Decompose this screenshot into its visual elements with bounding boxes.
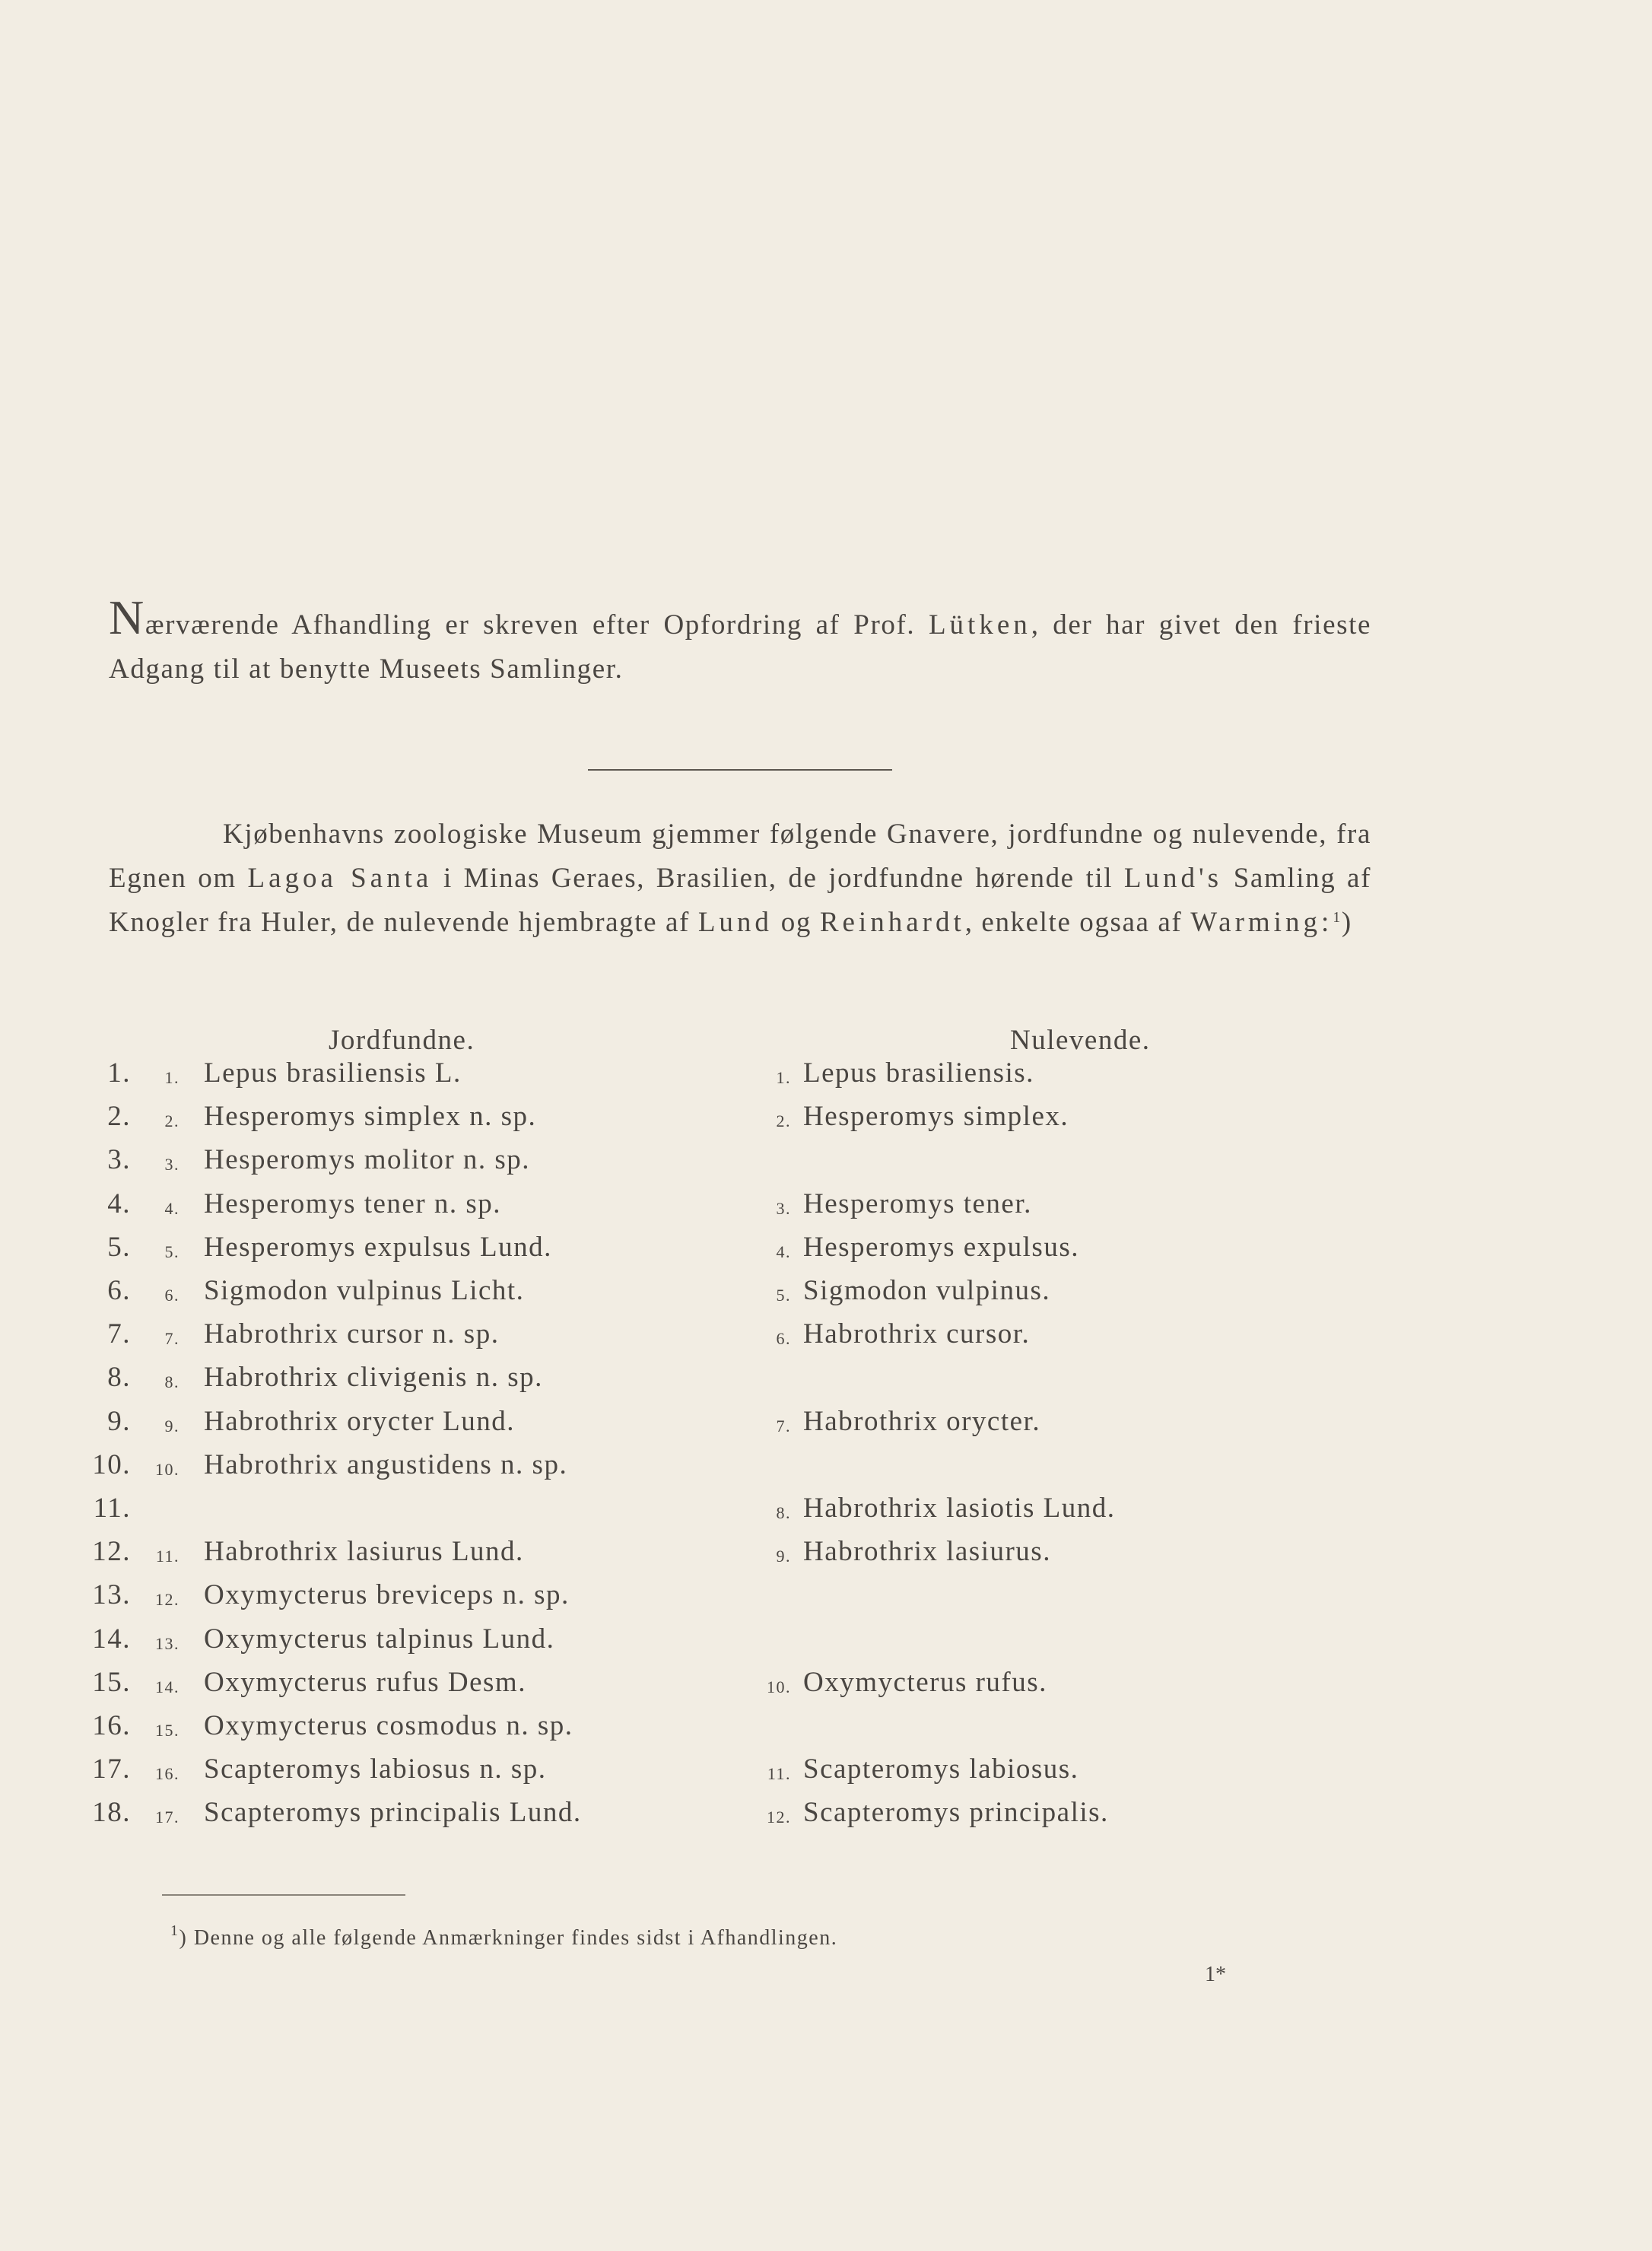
recent-sub-number: 10. bbox=[767, 1677, 791, 1696]
recent-row bbox=[0, 1407, 1521, 1437]
recent-row bbox=[0, 1276, 1521, 1306]
row-number: 1. bbox=[107, 1057, 131, 1089]
footnote-text: ) Denne og alle følgende Anmærkninger findes sidst i Afhandlingen. bbox=[179, 1926, 838, 1950]
para-text-4: og bbox=[772, 907, 820, 938]
fossil-species-name: Hesperomys tener n. sp. bbox=[204, 1187, 502, 1219]
row-number: 17. bbox=[92, 1753, 131, 1785]
recent-row bbox=[0, 1232, 1521, 1263]
recent-row bbox=[0, 1058, 1521, 1089]
recent-species-name: Habrothrix lasiurus. bbox=[803, 1536, 1051, 1568]
fossil-sub-number: 7. bbox=[164, 1329, 179, 1349]
recent-sub-number: 4. bbox=[776, 1242, 791, 1261]
row-number: 3. bbox=[107, 1144, 131, 1176]
footnote-ref: 1 bbox=[1333, 909, 1342, 926]
recent-species-name: Sigmodon vulpinus. bbox=[803, 1275, 1051, 1306]
fossil-row bbox=[0, 1580, 761, 1610]
fossil-species-name: Habrothrix angustidens n. sp. bbox=[204, 1448, 568, 1480]
recent-row bbox=[0, 1189, 1521, 1219]
row-number: 6. bbox=[107, 1275, 131, 1306]
fossil-sub-number: 11. bbox=[155, 1547, 179, 1566]
fossil-species-name: Oxymycterus breviceps n. sp. bbox=[204, 1579, 570, 1611]
fossil-sub-number: 14. bbox=[155, 1677, 179, 1696]
para-text-6: ) bbox=[1341, 907, 1352, 938]
fossil-sub-number: 4. bbox=[164, 1198, 179, 1218]
recent-row bbox=[0, 1537, 1521, 1567]
fossil-sub-number: 10. bbox=[155, 1459, 179, 1479]
fossil-species-name: Sigmodon vulpinus Licht. bbox=[204, 1275, 525, 1306]
fossil-row bbox=[0, 1624, 761, 1655]
row-number: 4. bbox=[107, 1187, 131, 1219]
fossil-species-name: Scapteromys labiosus n. sp. bbox=[204, 1753, 547, 1785]
recent-sub-number: 11. bbox=[767, 1764, 791, 1784]
recent-row bbox=[0, 1754, 1521, 1785]
fossil-sub-number: 1. bbox=[164, 1068, 179, 1087]
fossil-sub-number: 13. bbox=[155, 1633, 179, 1653]
row-number: 7. bbox=[107, 1318, 131, 1350]
fossil-species-name: Scapteromys principalis Lund. bbox=[204, 1797, 582, 1829]
fossil-row bbox=[0, 1362, 761, 1393]
row-number: 5. bbox=[107, 1231, 131, 1263]
recent-sub-number: 6. bbox=[776, 1329, 791, 1349]
recent-species-name: Habrothrix orycter. bbox=[803, 1405, 1041, 1437]
fossil-species-name: Hesperomys simplex n. sp. bbox=[204, 1101, 537, 1133]
recent-species-name: Scapteromys principalis. bbox=[803, 1797, 1109, 1829]
para-text-5: , enkelte ogsaa af bbox=[964, 907, 1191, 938]
recent-species-name: Habrothrix lasiotis Lund. bbox=[803, 1493, 1116, 1524]
fossil-row bbox=[0, 1145, 761, 1175]
recent-sub-number: 8. bbox=[776, 1503, 791, 1522]
author-name: Lütken bbox=[928, 609, 1031, 641]
recent-species-name: Hesperomys tener. bbox=[803, 1187, 1032, 1219]
name-lund: Lund's bbox=[1123, 863, 1223, 894]
recent-sub-number: 9. bbox=[776, 1547, 791, 1566]
row-number: 13. bbox=[92, 1579, 131, 1611]
fossil-sub-number: 5. bbox=[164, 1242, 179, 1261]
row-number: 9. bbox=[107, 1405, 131, 1437]
recent-sub-number: 1. bbox=[776, 1068, 791, 1087]
fossil-sub-number: 16. bbox=[155, 1764, 179, 1784]
name-reinhardt: Reinhardt bbox=[819, 907, 965, 938]
recent-species-name: Scapteromys labiosus. bbox=[803, 1753, 1079, 1785]
recent-row bbox=[0, 1319, 1521, 1350]
row-number: 2. bbox=[107, 1101, 131, 1133]
row-number: 18. bbox=[92, 1797, 131, 1829]
row-number: 12. bbox=[92, 1536, 131, 1568]
fossil-sub-number: 12. bbox=[155, 1590, 179, 1610]
recent-sub-number: 7. bbox=[776, 1416, 791, 1435]
place-lagoa-santa: Lagoa Santa bbox=[247, 863, 433, 894]
para-text-2: i Minas Geraes, Brasilien, de jordfundne hørende til bbox=[432, 863, 1124, 894]
row-number: 10. bbox=[92, 1448, 131, 1480]
fossil-row bbox=[0, 1450, 761, 1480]
fossil-species-name: Lepus brasiliensis L. bbox=[204, 1057, 462, 1089]
intro-paragraph bbox=[109, 590, 1371, 692]
row-number: 16. bbox=[92, 1710, 131, 1741]
recent-species-name: Hesperomys expulsus. bbox=[803, 1231, 1079, 1263]
fossil-sub-number: 9. bbox=[164, 1416, 179, 1435]
fossil-species-name: Habrothrix lasiurus Lund. bbox=[204, 1536, 524, 1568]
fossil-species-name: Hesperomys molitor n. sp. bbox=[204, 1144, 531, 1176]
fossil-species-name: Hesperomys expulsus Lund. bbox=[204, 1231, 552, 1263]
museum-paragraph bbox=[109, 812, 1371, 949]
recent-sub-number: 3. bbox=[776, 1198, 791, 1218]
recent-species-name: Hesperomys simplex. bbox=[803, 1101, 1069, 1133]
recent-sub-number: 5. bbox=[776, 1286, 791, 1305]
intro-text-b: , der har givet den frieste Adgang til at benytte Museets Samlinger. bbox=[109, 609, 1371, 685]
row-number: 15. bbox=[92, 1666, 131, 1698]
fossil-sub-number: 15. bbox=[155, 1721, 179, 1740]
footnote-divider bbox=[162, 1894, 405, 1896]
row-number: 14. bbox=[92, 1623, 131, 1655]
fossil-row bbox=[0, 1711, 761, 1741]
recent-species-name: Habrothrix cursor. bbox=[803, 1318, 1031, 1350]
recent-row bbox=[0, 1668, 1521, 1698]
para-text-3: Samling af Knogler fra Huler, de nulevende hjembragte af bbox=[109, 863, 1371, 938]
fossil-species-name: Habrothrix clivigenis n. sp. bbox=[204, 1362, 543, 1394]
fossil-species-name: Habrothrix cursor n. sp. bbox=[204, 1318, 500, 1350]
name-warming: Warming: bbox=[1190, 907, 1333, 938]
footnote-mark: 1 bbox=[170, 1922, 179, 1939]
row-number: 11. bbox=[93, 1493, 131, 1524]
fossil-sub-number: 17. bbox=[155, 1807, 179, 1827]
recent-row bbox=[0, 1798, 1521, 1828]
fossil-sub-number: 3. bbox=[164, 1155, 179, 1175]
fossil-species-name: Oxymycterus cosmodus n. sp. bbox=[204, 1710, 573, 1741]
recent-sub-number: 12. bbox=[767, 1807, 791, 1827]
heading-fossil: Jordfundne. bbox=[329, 1025, 475, 1056]
para-text-1: Kjøbenhavns zoologiske Museum gjemmer følgende Gnavere, jordfundne og nulevende, fra Egnen om bbox=[109, 819, 1371, 894]
row-number: 8. bbox=[107, 1362, 131, 1394]
heading-recent: Nulevende. bbox=[1010, 1025, 1151, 1056]
fossil-sub-number: 2. bbox=[164, 1111, 179, 1131]
fossil-species-name: Oxymycterus talpinus Lund. bbox=[204, 1623, 555, 1655]
drop-cap: N bbox=[109, 590, 145, 644]
recent-species-name: Lepus brasiliensis. bbox=[803, 1057, 1034, 1089]
fossil-species-name: Habrothrix orycter Lund. bbox=[204, 1405, 515, 1437]
intro-text-a: ærværende Afhandling er skreven efter Opfordring af Prof. bbox=[145, 609, 929, 641]
fossil-sub-number: 8. bbox=[164, 1372, 179, 1392]
recent-row bbox=[0, 1493, 1521, 1524]
recent-sub-number: 2. bbox=[776, 1111, 791, 1131]
name-lund-2: Lund bbox=[697, 907, 773, 938]
section-divider bbox=[588, 769, 892, 771]
footnote bbox=[170, 1922, 838, 1954]
fossil-species-name: Oxymycterus rufus Desm. bbox=[204, 1666, 526, 1698]
page-number: 1* bbox=[1205, 1963, 1226, 1986]
fossil-sub-number: 6. bbox=[164, 1286, 179, 1305]
recent-species-name: Oxymycterus rufus. bbox=[803, 1666, 1047, 1698]
recent-row bbox=[0, 1102, 1521, 1132]
